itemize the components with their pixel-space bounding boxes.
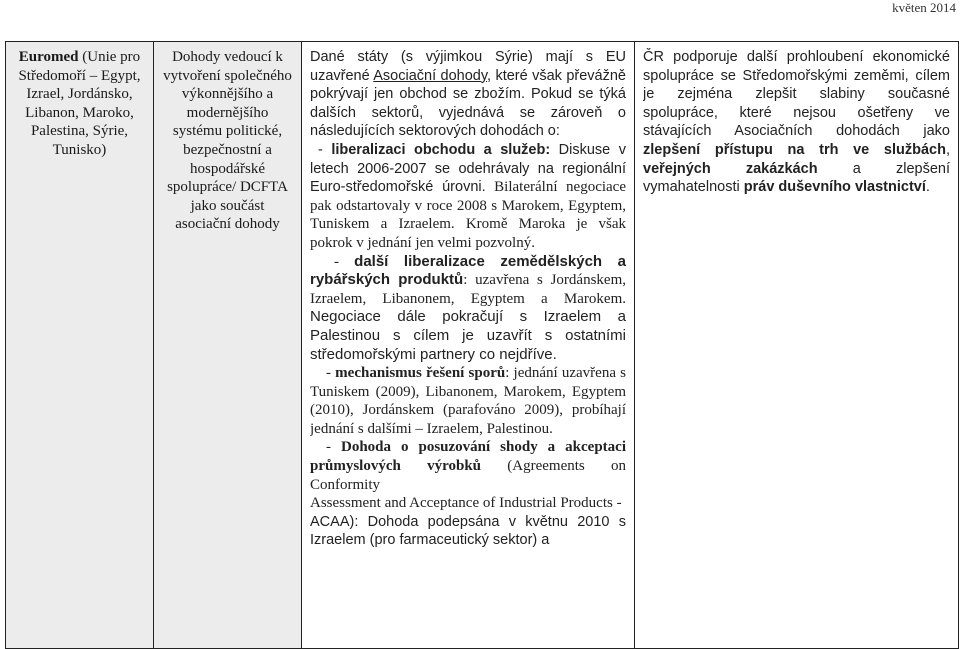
- status-intro: Dané státy (s výjimkou Sýrie) mají s EU uzavřené Asociační dohody, které však převážně pokrývají jen obchod se zbožím. Pokud se týká dalších sektorů, vyjednává se zároveň o následujících sektorových dohodách o:: [310, 49, 626, 140]
- association-agreements-link[interactable]: Asociační dohody: [373, 67, 488, 84]
- agri-heading: další liberalizace zemědělských a rybářských produktů: [310, 252, 626, 289]
- table-row: [6, 42, 959, 649]
- disputes-section: - mechanismus řešení sporů: jednání uzavřena s Tuniskem (2009), Libanonem, Marokem, Egyptem (2010), Jordánskem (parafováno 2009), probíhají jednání s dalšími – Izraelem, Palestinou.: [310, 365, 626, 437]
- acaa-line-3: ACAA): Dohoda podepsána v květnu 2010 s Izraelem (pro farmaceutický sektor) a: [310, 513, 626, 549]
- agreement-type-text: Dohody vedoucí k vytvoření společného výkonnějšího a modernějšího systému politické, bezpečnostní a hospodářské spolupráce/ DCFTA jako součást asociační dohody: [163, 49, 292, 233]
- public-procurement-bold: veřejných zakázkách: [643, 160, 818, 177]
- disputes-heading: mechanismus řešení sporů: [335, 365, 506, 382]
- agreements-table: [5, 41, 959, 649]
- acaa-line-2: Assessment and Acceptance of Industrial Products -: [310, 495, 622, 512]
- region-cell: [6, 42, 154, 649]
- acaa-section: - Dohoda o posuzování shody a akceptaci průmyslových výrobků (Agreements on Conformity: [310, 439, 626, 493]
- status-cell: [302, 42, 635, 649]
- services-heading: liberalizaci obchodu a služeb:: [331, 141, 551, 158]
- market-access-bold: zlepšení přístupu na trh ve službách: [643, 141, 946, 158]
- cz-position-cell: [635, 42, 959, 649]
- agri-section: - další liberalizace zemědělských a rybářských produktů: uzavřena s Jordánskem, Izraelem, Libanonem, Egyptem a Marokem. Negociace dále pokračují s Izraelem a Palestinou s cílem je uzavřít s ostatními středomořskými partnery co nejdříve.: [310, 252, 626, 363]
- ip-rights-bold: práv duševního vlastnictví: [743, 179, 926, 196]
- services-section: - liberalizaci obchodu a služeb: Diskuse v letech 2006-2007 se odehrávaly na regionální Euro-středomořské úrovni. Bilaterální negociace pak odstartovaly v roce 2008 s Marokem, Egyptem, Tuniskem a Izraelem. Kromě Maroka je však pokrok v jednání jen velmi pozvolný.: [310, 141, 626, 251]
- agreement-type-cell: [154, 42, 302, 649]
- region-countries: (Unie pro Středomoří – Egypt, Izrael, Jordánsko, Libanon, Maroko, Palestina, Sýrie, Tunisko): [18, 49, 141, 158]
- cz-position-text: ČR podporuje další prohloubení ekonomické spolupráce se Středomořskými zeměmi, cílem je zejména zlepšit slabiny současné spolupráce, které nejsou ošetřeny ve stávajících Asociačních dohodách jako zlepšení přístupu na trh ve službách, veřejných zakázkách a zlepšení vymahatelnosti práv duševního vlastnictví.: [643, 49, 950, 196]
- region-title: Euromed: [18, 49, 79, 65]
- acaa-heading: Dohoda o posuzování shody a akceptaci průmyslových výrobků: [310, 439, 626, 475]
- page-date-header: květen 2014: [892, 0, 956, 15]
